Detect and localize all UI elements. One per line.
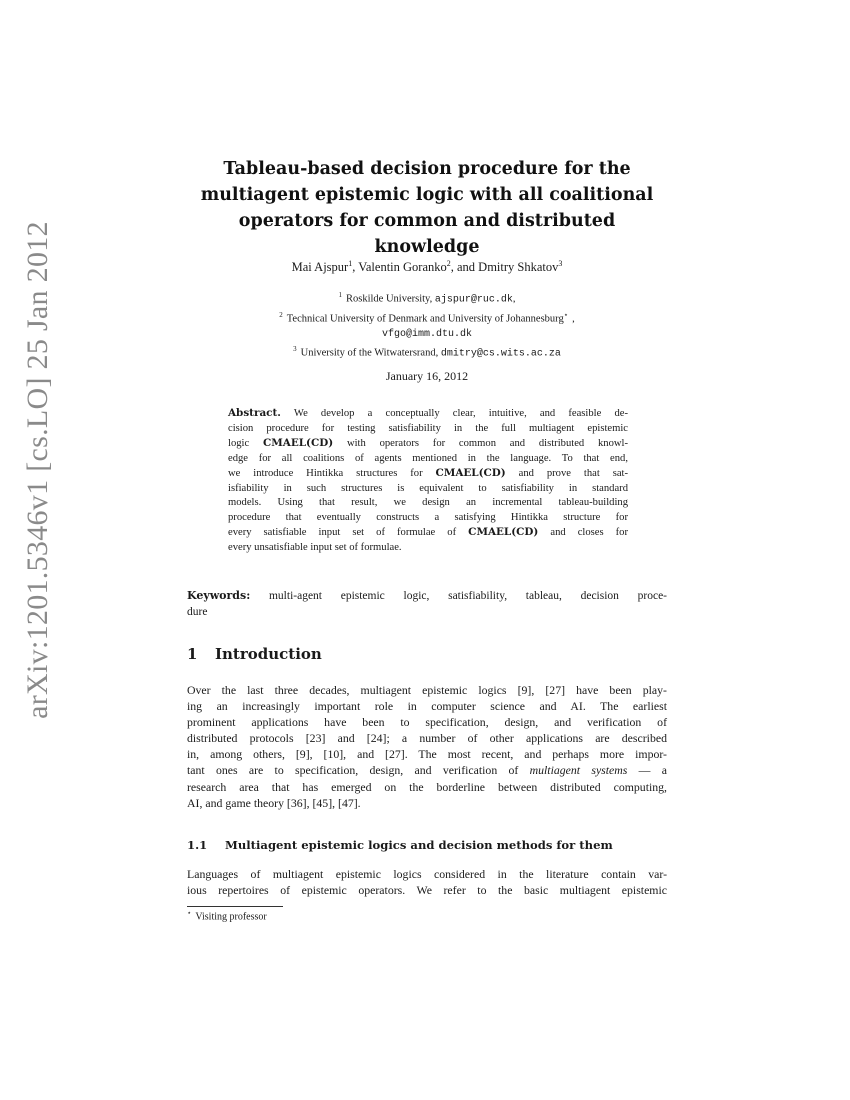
affiliation-2-email-line [187, 326, 667, 342]
abstract-cmael-2: CMAEL(CD) [435, 467, 506, 479]
subsection-paragraph [187, 866, 667, 898]
abstract-line-3 [228, 436, 628, 452]
affiliation-3-name: University of the Witwatersrand, [300, 347, 441, 359]
affiliation-3-email: dmitry@cs.wits.ac.za [440, 348, 561, 360]
affiliation-1-tail: , [512, 293, 516, 305]
keywords [187, 588, 667, 620]
arxiv-stamp [0, 0, 60, 1100]
affiliation-1-name: Roskilde University, [346, 293, 435, 305]
keywords-label: Keywords: [187, 589, 251, 602]
section-heading-introduction [187, 645, 667, 663]
affiliation-3 [187, 342, 667, 362]
abstract [228, 406, 628, 555]
subsection-heading [187, 838, 667, 852]
sub-line-1: Languages of multiagent epistemic logics considered in the literature contain var- [187, 867, 667, 881]
author-2-mark: 2 [446, 259, 451, 268]
author-3-mark: 3 [558, 259, 563, 268]
abstract-label: Abstract. [228, 407, 281, 419]
affiliation-1-mark: 1 [338, 291, 342, 299]
intro-text-6: tant ones are to specification, design, and verification of [187, 763, 530, 778]
abstract-cmael-3: CMAEL(CD) [468, 526, 539, 538]
abstract-line-10: every unsatisfiable input set of formulae. [228, 541, 402, 553]
intro-line-5: in, among others, [9], [10], and [27]. The most recent, and perhaps more impor- [187, 747, 667, 762]
abstract-text-5b: and prove that sat- [505, 468, 628, 479]
affiliation-2 [187, 308, 667, 327]
arxiv-identifier: arXiv:1201.5346v1 [cs.LO] 25 Jan 2012 [21, 221, 54, 719]
abstract-line-8: procedure that eventually constructs a satisfying Hintikka structure for [228, 511, 628, 523]
keywords-text-1: multi-agent epistemic logic, satisfiability, tableau, decision proce- [250, 590, 667, 602]
intro-emphasis: multiagent systems [529, 763, 628, 778]
introduction-paragraph [187, 682, 667, 811]
author-1: Mai Ajspur [291, 260, 349, 275]
abstract-line-4: edge for all coalitions of agents mentioned in the language. To that end, [228, 452, 628, 464]
intro-line-3: prominent applications have been to specification, design, and verification of [187, 715, 667, 730]
abstract-text-1: We develop a conceptually clear, intuitive, and feasible de- [280, 408, 628, 419]
keywords-line-2: dure [187, 606, 208, 618]
title-line-2: multiagent epistemic logic with all coalitional [200, 185, 654, 205]
affiliation-1 [187, 288, 667, 308]
intro-line-4: distributed protocols [23] and [24]; a number of other applications are described [187, 731, 667, 746]
intro-line-6 [187, 762, 667, 778]
abstract-line-2: cision procedure for testing satisfiability in the full multiagent epistemic [228, 422, 628, 434]
intro-line-7: research area that has emerged on the borderline between distributed computing, [187, 779, 667, 794]
author-2: , Valentin Goranko [352, 260, 447, 275]
abstract-text-3a: logic [228, 438, 263, 449]
title-line-1: Tableau-based decision procedure for the [223, 159, 631, 179]
affiliation-2-name: Technical University of Denmark and University of Johannesburg [286, 313, 564, 324]
abstract-line-7: models. Using that result, we design an incremental tableau-building [228, 497, 628, 508]
intro-text-6-tail: — a [627, 763, 667, 778]
affiliation-2-star: ⋆ [563, 310, 569, 319]
paper-date: January 16, 2012 [385, 369, 469, 383]
footnote-text: Visiting professor [195, 911, 267, 923]
intro-line-2: ing an increasingly important role in computer science and AI. The earliest [187, 699, 667, 714]
affiliation-2-mark: 2 [279, 310, 283, 319]
abstract-text-9b: and closes for [538, 527, 629, 538]
abstract-line-1 [228, 406, 628, 422]
abstract-line-9 [228, 525, 628, 541]
abstract-text-5a: we introduce Hintikka structures for [228, 468, 436, 479]
author-1-mark: 1 [348, 259, 353, 268]
section-number: 1 [187, 645, 198, 663]
affiliations [187, 288, 667, 362]
affiliation-3-mark: 3 [293, 345, 297, 353]
affiliation-2-email: vfgo@imm.dtu.dk [381, 329, 472, 340]
sub-line-2: ious repertoires of epistemic operators. We refer to the basic multiagent epistemic [187, 883, 667, 898]
author-3: , and Dmitry Shkatov [450, 260, 559, 275]
footnote-mark: ⋆ [187, 909, 192, 917]
section-title: Introduction [215, 645, 322, 663]
abstract-text-9a: every satisfiable input set of formulae of [228, 527, 469, 538]
footnote-divider [187, 906, 283, 907]
abstract-text-3b: with operators for common and distributed knowl- [333, 438, 628, 449]
paper-title [187, 156, 667, 260]
affiliation-2-tail: , [572, 313, 575, 324]
footnote [187, 909, 667, 922]
intro-line-1: Over the last three decades, multiagent epistemic logics [9], [27] have been play- [187, 683, 667, 697]
abstract-line-5 [228, 466, 628, 482]
subsection-title: Multiagent epistemic logics and decision methods for them [225, 838, 613, 852]
author-list [187, 259, 667, 275]
intro-line-8: AI, and game theory [36], [45], [47]. [187, 795, 361, 810]
keywords-line-1 [187, 588, 667, 604]
title-line-3: operators for common and distributed knowledge [238, 211, 616, 257]
affiliation-1-email: ajspur@ruc.dk [434, 294, 513, 306]
subsection-number: 1.1 [187, 838, 208, 852]
abstract-cmael-1: CMAEL(CD) [262, 437, 334, 449]
abstract-line-6: isfiability in such structures is equivalent to satisfiability in standard [228, 482, 628, 494]
